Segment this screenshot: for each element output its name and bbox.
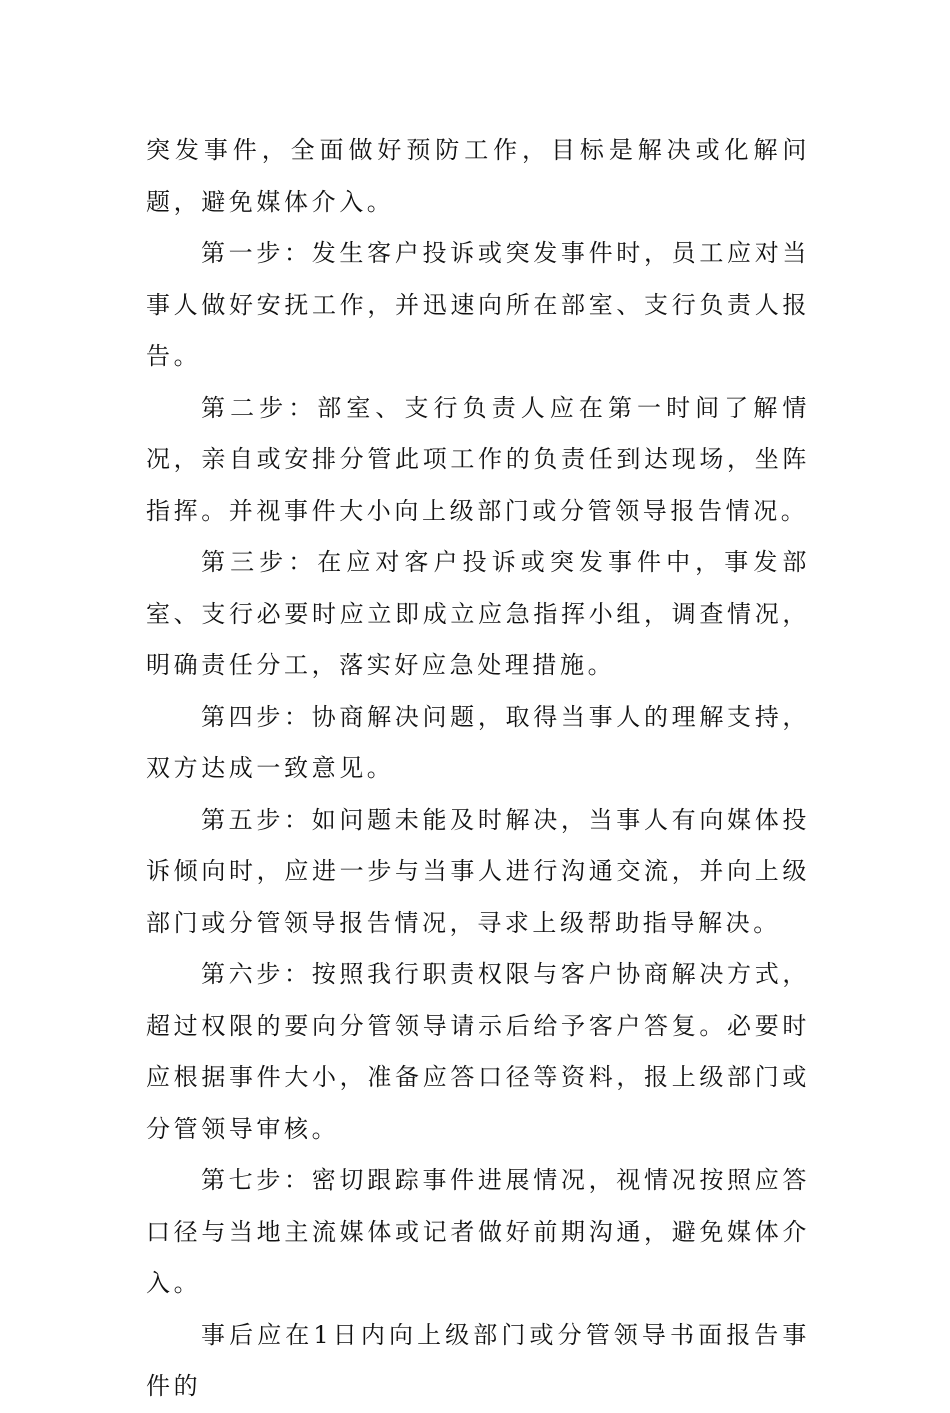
paragraph-step-1: 第一步：发生客户投诉或突发事件时，员工应对当事人做好安抚工作，并迅速向所在部室、支行负责人报告。 bbox=[146, 239, 810, 370]
paragraph-step-3: 第三步：在应对客户投诉或突发事件中，事发部室、支行必要时应立即成立应急指挥小组，调查情况，明确责任分工，落实好应急处理措施。 bbox=[146, 548, 810, 679]
paragraph-step-2: 第二步：部室、支行负责人应在第一时间了解情况，亲自或安排分管此项工作的负责任到达现场，坐阵指挥。并视事件大小向上级部门或分管领导报告情况。 bbox=[146, 393, 810, 525]
paragraph-after-report: 事后应在1日内向上级部门或分管领导书面报告事件的 bbox=[146, 1320, 810, 1400]
document-body bbox=[146, 125, 810, 1413]
paragraph-step-5: 第五步：如问题未能及时解决，当事人有向媒体投诉倾向时，应进一步与当事人进行沟通交流，并向上级部门或分管领导报告情况，寻求上级帮助指导解决。 bbox=[146, 805, 810, 937]
paragraph-continuation: 突发事件，全面做好预防工作，目标是解决或化解问题，避免媒体介入。 bbox=[146, 136, 810, 216]
paragraph-step-7: 第七步：密切跟踪事件进展情况，视情况按照应答口径与当地主流媒体或记者做好前期沟通，避免媒体介入。 bbox=[146, 1166, 810, 1297]
paragraph-step-4: 第四步：协商解决问题，取得当事人的理解支持，双方达成一致意见。 bbox=[146, 702, 810, 782]
paragraph-step-6: 第六步：按照我行职责权限与客户协商解决方式，超过权限的要向分管领导请示后给予客户答复。必要时应根据事件大小，准备应答口径等资料，报上级部门或分管领导审核。 bbox=[146, 960, 810, 1143]
